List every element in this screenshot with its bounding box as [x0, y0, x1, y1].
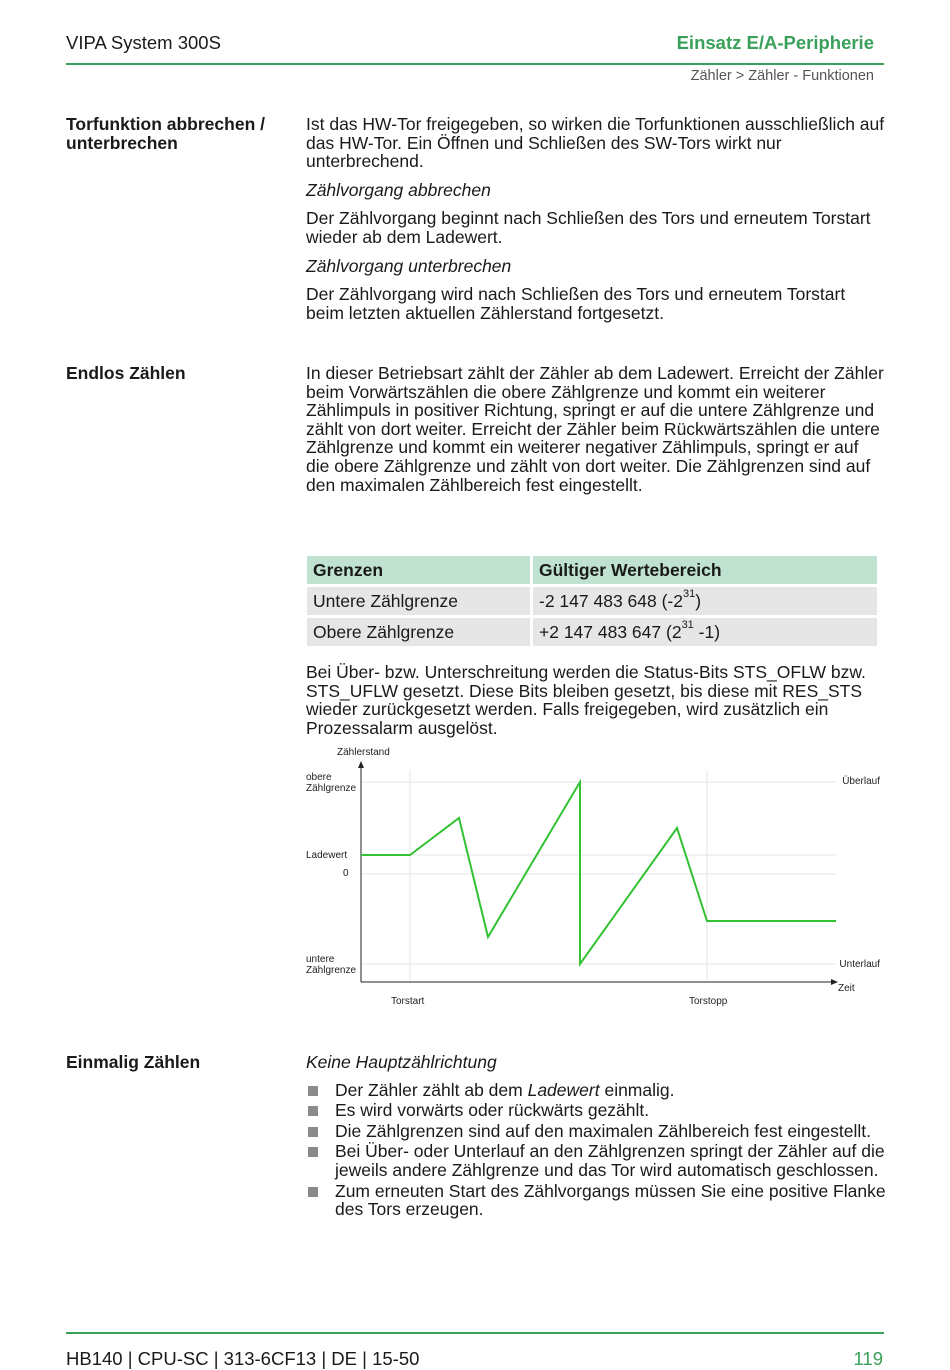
y-axis-arrow-icon	[358, 761, 364, 768]
table-cell-value	[533, 618, 877, 646]
label-upper-limit-1: obere	[306, 772, 332, 783]
footer-document-id: HB140 | CPU-SC | 313-6CF13 | DE | 15-50	[66, 1348, 420, 1369]
section-body-endlos	[306, 364, 886, 494]
header-divider	[66, 63, 884, 65]
subheading-abort: Zählvorgang abbrechen	[306, 179, 491, 200]
value-suffix: )	[695, 590, 702, 611]
list-item	[306, 1182, 886, 1219]
subheading-no-main-direction: Keine Hauptzählrichtung	[306, 1052, 497, 1072]
table-header-row	[307, 556, 877, 584]
label-time: Zeit	[838, 983, 855, 994]
x-axis-arrow-icon	[831, 979, 838, 985]
bullet-square-icon	[308, 1147, 318, 1157]
list-item	[306, 1081, 886, 1100]
section-heading-endlos: Endlos Zählen	[66, 363, 186, 383]
bullet-text: Der Zähler zählt ab dem	[335, 1079, 528, 1100]
table-cell-label: Obere Zählgrenze	[307, 618, 530, 646]
label-y-axis: Zählerstand	[337, 747, 390, 758]
endless-counting-diagram	[300, 740, 890, 1015]
list-item	[306, 1142, 886, 1179]
label-lower-limit-1: untere	[306, 954, 335, 965]
label-overflow: Überlauf	[842, 776, 880, 787]
limits-table-wrapper	[304, 553, 880, 649]
section-body-status-bits	[306, 663, 886, 737]
paragraph-status-bits: Bei Über- bzw. Unterschreitung werden die Status-Bits STS_OFLW bzw. STS_UFLW gesetzt. Diese Bits bleiben gesetzt, bis diese mit RES_STS wieder zurückgesetzt werden. Falls freigegeben, wird zusätzlich ein Prozessalarm ausgelöst.	[306, 662, 866, 738]
paragraph-abort: Der Zählvorgang beginnt nach Schließen des Tors und erneutem Torstart wieder ab dem Ladewert.	[306, 208, 871, 247]
table-row	[307, 618, 877, 646]
table-header-limits: Grenzen	[307, 556, 530, 584]
limits-table	[304, 553, 880, 649]
table-cell-label: Untere Zählgrenze	[307, 587, 530, 615]
label-gate-start: Torstart	[391, 996, 425, 1007]
footer-divider	[66, 1332, 884, 1334]
label-lower-limit-2: Zählgrenze	[306, 965, 357, 976]
table-header-range: Gültiger Wertebereich	[533, 556, 877, 584]
paragraph-endless-counting: In dieser Betriebsart zählt der Zähler ab dem Ladewert. Erreicht der Zähler beim Vorwärtszählen die obere Zählgrenze und kommt ein weiterer Zählimpuls in positiver Richtung, springt er auf die untere Zählgrenze und zählt von dort weiter. Erreicht der Zähler beim Rückwärtszählen die untere Zählgrenze und kommt ein weiterer negativer Zählimpuls, springt er auf die obere Zählgrenze und zählt von dort weiter. Die Zählgrenzen sind auf den maximalen Zählbereich fest eingestellt.	[306, 363, 884, 495]
subheading-interrupt: Zählvorgang unterbrechen	[306, 255, 512, 276]
bullet-text: Es wird vorwärts oder rückwärts gezählt.	[335, 1100, 650, 1121]
bullet-text: Zum erneuten Start des Zählvorgangs müssen Sie eine positive Flanke des Tors erzeugen.	[335, 1180, 886, 1220]
bullet-square-icon	[308, 1086, 318, 1096]
bullet-list	[306, 1081, 886, 1219]
list-item	[306, 1101, 886, 1120]
label-upper-limit-2: Zählgrenze	[306, 783, 357, 794]
paragraph-interrupt: Der Zählvorgang wird nach Schließen des Tors und erneutem Torstart beim letzten aktuellen Zählerstand fortgesetzt.	[306, 284, 846, 323]
value-text: -2 147 483 648 (-2	[539, 590, 683, 611]
header-chapter-title: Einsatz E/A-Peripherie	[676, 32, 874, 53]
table-row	[307, 587, 877, 615]
counter-value-line	[361, 782, 836, 964]
bullet-text-end: einmalig.	[599, 1079, 675, 1100]
value-exponent: 31	[683, 587, 696, 600]
bullet-text: Bei Über- oder Unterlauf an den Zählgrenzen springt der Zähler auf die jeweils andere Zählgrenze und das Tor wird automatisch geschlossen.	[335, 1141, 885, 1180]
bullet-square-icon	[308, 1106, 318, 1116]
section-body-torfunktion	[306, 115, 886, 322]
bullet-emphasis: Ladewert	[527, 1079, 600, 1100]
breadcrumb: Zähler > Zähler - Funktionen	[690, 68, 874, 84]
label-gate-stop: Torstopp	[689, 996, 728, 1007]
list-item	[306, 1122, 886, 1141]
table-cell-value	[533, 587, 877, 615]
label-zero: 0	[343, 868, 349, 879]
paragraph-gate-intro: Ist das HW-Tor freigegeben, so wirken die Torfunktionen ausschließlich auf das HW-Tor. Ein Öffnen und Schließen des SW-Tors wirkt nur unterbrechend.	[306, 114, 885, 172]
bullet-text: Die Zählgrenzen sind auf den maximalen Zählbereich fest eingestellt.	[335, 1120, 871, 1141]
page-number: 119	[853, 1348, 883, 1369]
header-product-title: VIPA System 300S	[66, 32, 221, 53]
value-text: +2 147 483 647 (2	[539, 621, 682, 642]
diagram-grid	[361, 770, 836, 982]
bullet-square-icon	[308, 1187, 318, 1197]
section-heading-einmalig: Einmalig Zählen	[66, 1052, 201, 1072]
value-suffix: -1)	[693, 621, 721, 642]
bullet-square-icon	[308, 1127, 318, 1137]
label-underflow: Unterlauf	[839, 959, 880, 970]
section-heading-torfunktion: Torfunktion abbrechen / unterbrechen	[66, 114, 265, 153]
label-load-value: Ladewert	[306, 850, 348, 861]
section-body-einmalig	[306, 1053, 886, 1221]
value-exponent: 31	[681, 618, 694, 631]
